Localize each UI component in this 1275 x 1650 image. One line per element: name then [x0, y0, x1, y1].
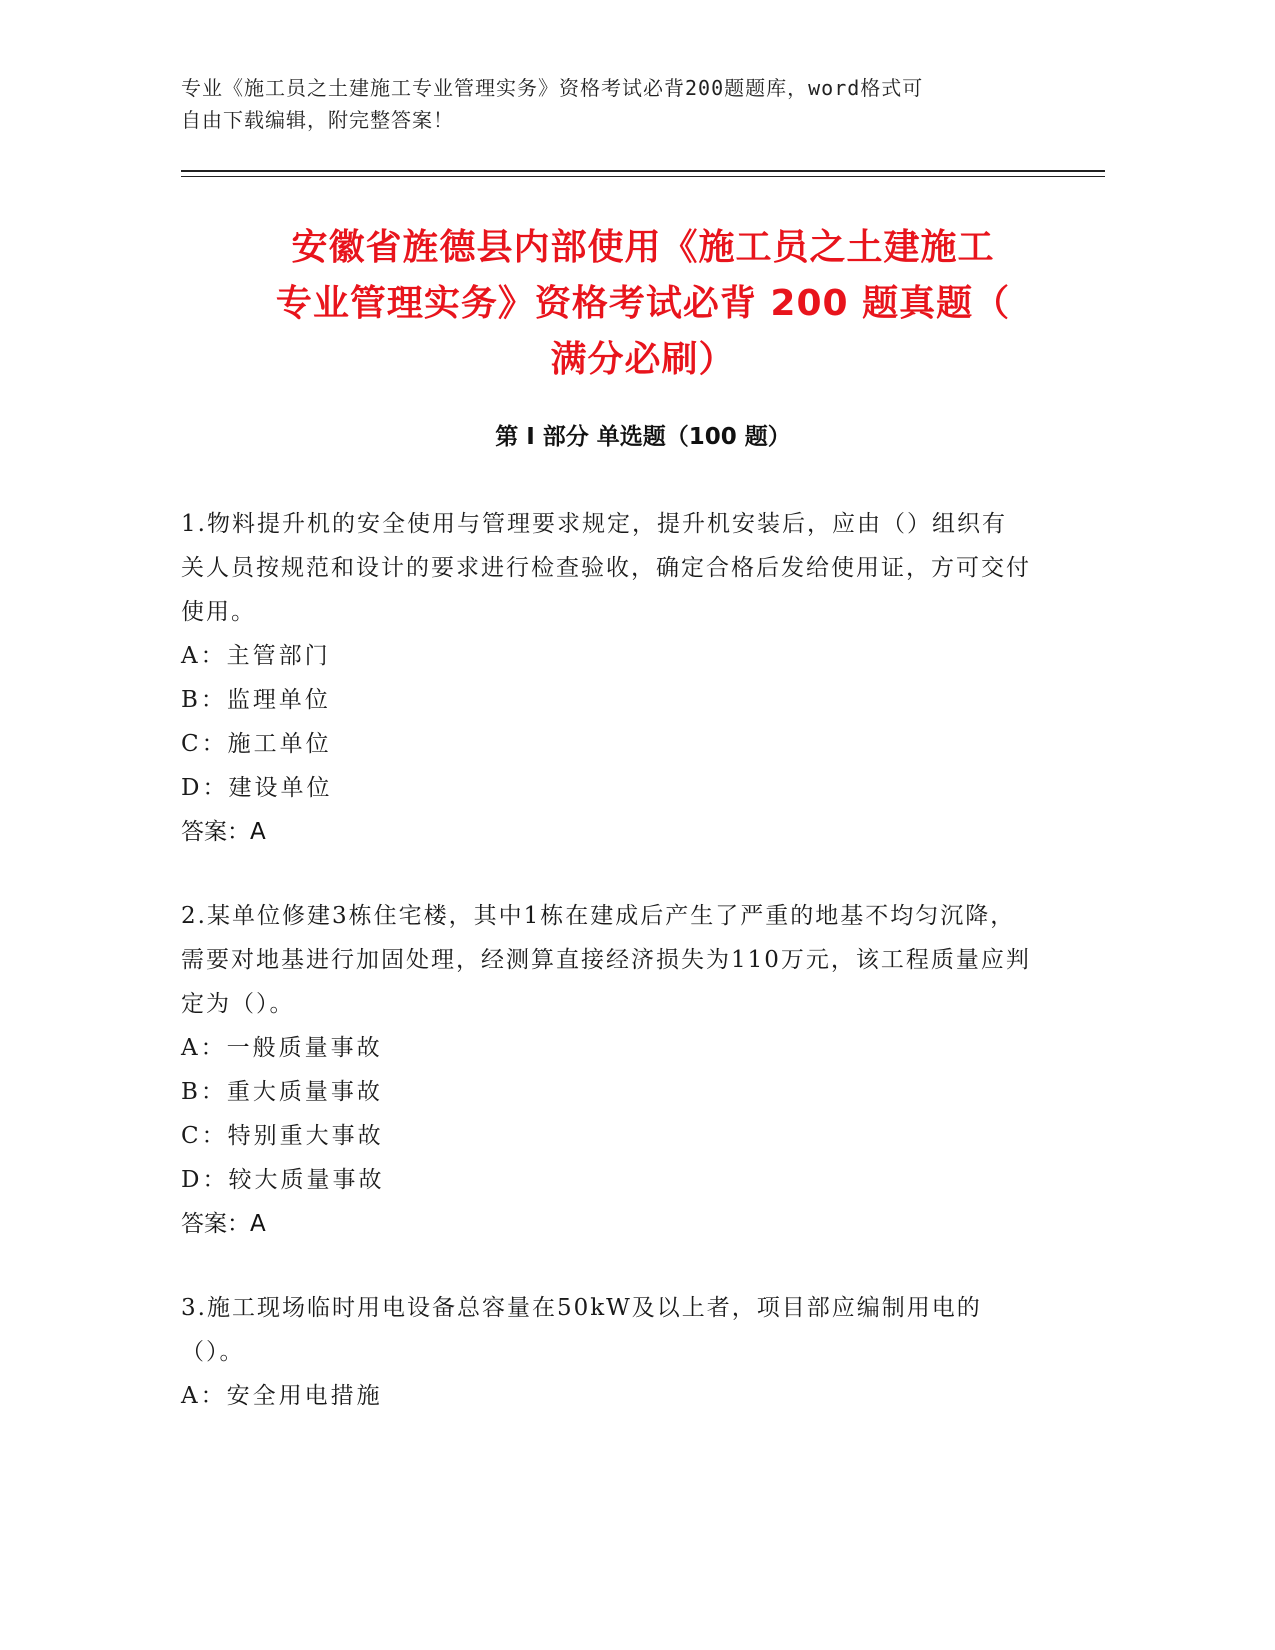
option-a: A：主管部门 [181, 643, 331, 669]
option-d: D：建设单位 [181, 775, 333, 801]
option-b: B：监理单位 [181, 687, 331, 713]
header-divider-thin [181, 176, 1105, 177]
header-note-line1: 专业《施工员之土建施工专业管理实务》资格考试必背200题题库，word格式可 [181, 76, 924, 100]
option-c: C：施工单位 [181, 731, 332, 757]
document-title-line2: 专业管理实务》资格考试必背 200 题真题（ [275, 283, 1011, 324]
answer: 答案：A [181, 1211, 266, 1237]
option-b: B：重大质量事故 [181, 1079, 383, 1105]
question-stem: 3.施工现场临时用电设备总容量在50kW及以上者，项目部应编制用电的（）。 [181, 1295, 982, 1365]
question-1 [181, 502, 1031, 854]
question-3 [181, 1286, 1031, 1418]
answer: 答案：A [181, 819, 266, 845]
question-stem: 1.物料提升机的安全使用与管理要求规定，提升机安装后，应由（）组织有关人员按规范和设计的要求进行检查验收，确定合格后发给使用证，方可交付使用。 [181, 511, 1031, 625]
question-2 [181, 894, 1031, 1246]
section-heading: 第 I 部分 单选题（100 题） [495, 424, 791, 450]
option-a: A：一般质量事故 [181, 1035, 383, 1061]
option-a: A：安全用电措施 [181, 1383, 383, 1409]
document-title-line1: 安徽省旌德县内部使用《施工员之土建施工 [291, 227, 995, 268]
option-c: C：特别重大事故 [181, 1123, 384, 1149]
option-d: D：较大质量事故 [181, 1167, 385, 1193]
document-title-line3: 满分必刷） [550, 339, 736, 380]
header-note [181, 72, 1061, 136]
document-title [181, 220, 1105, 388]
header-note-line2: 自由下载编辑，附完整答案！ [181, 108, 454, 132]
header-divider-thick [181, 170, 1105, 172]
question-stem: 2.某单位修建3栋住宅楼，其中1栋在建成后产生了严重的地基不均匀沉降，需要对地基进行加固处理，经测算直接经济损失为110万元，该工程质量应判定为（）。 [181, 903, 1031, 1017]
